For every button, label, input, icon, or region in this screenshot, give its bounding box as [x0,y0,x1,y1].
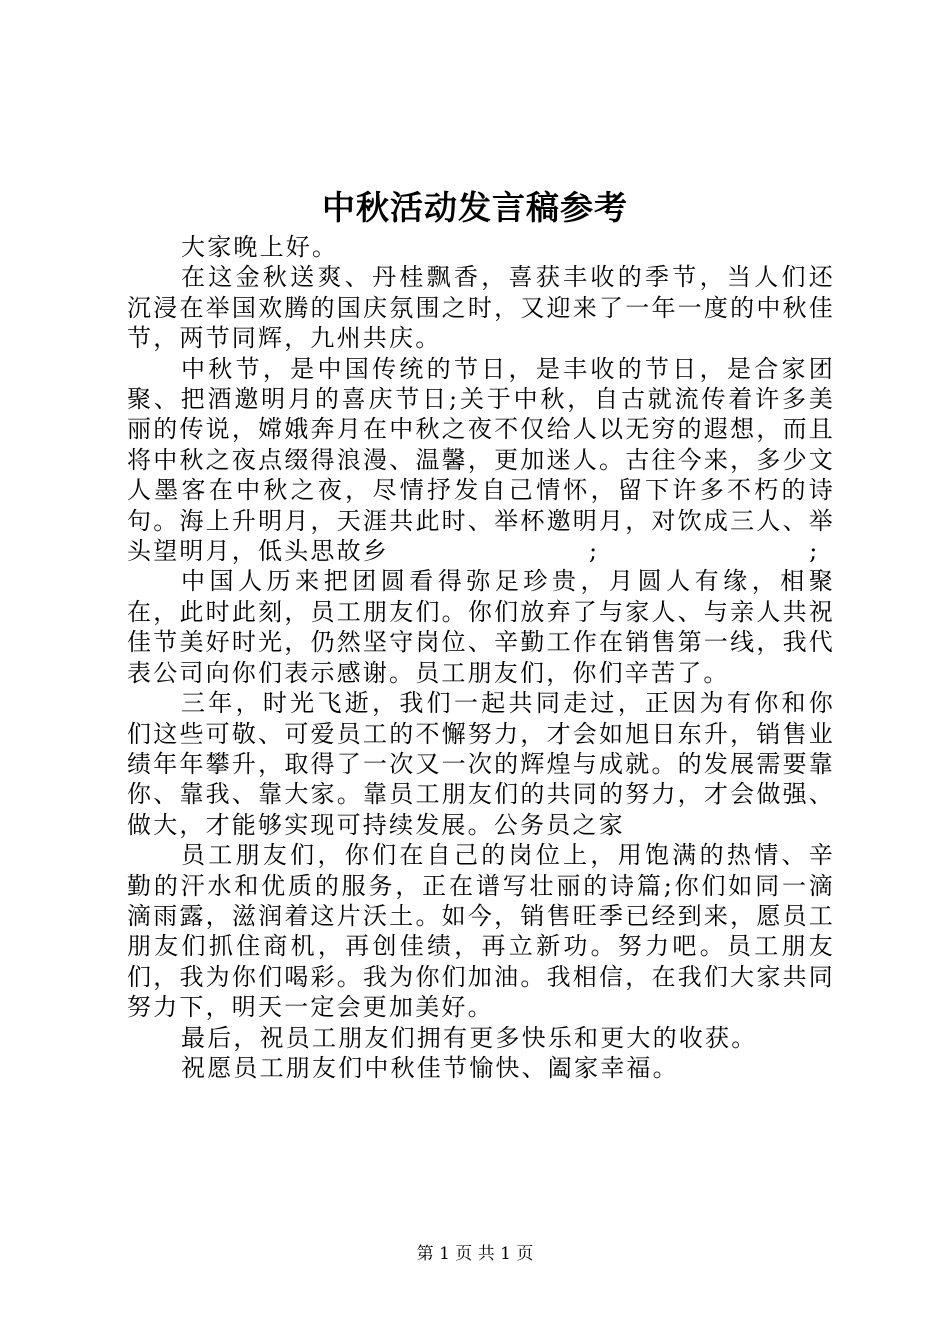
page-footer: 第 1 页 共 1 页 [416,1244,534,1264]
paragraph-employees: 员工朋友们，你们在自己的岗位上，用饱满的热情、辛勤的汗水和优质的服务，正在谱写壮丽的诗篇;你们如同一滴滴雨露，滋润着这片沃土。如今，销售旺季已经到来，愿员工朋友们抓住商机，再创佳绩，再立新功。努力吧。员工朋友们，我为你们喝彩。我为你们加油。我相信，在我们大家共同努力下，明天一定会更加美好。 [127,841,835,1022]
paragraph-closing-wish: 最后，祝员工朋友们拥有更多快乐和更大的收获。 [181,1023,758,1052]
document-title: 中秋活动发言稿参考 [322,188,628,227]
paragraph-final-wish: 祝愿员工朋友们中秋佳节愉快、阖家幸福。 [181,1053,679,1082]
semicolon-mark: ; [809,537,820,566]
semicolon-mark: ; [589,537,600,566]
paragraph-mid-autumn [127,354,835,567]
paragraph-mid-autumn-text: 中秋节，是中国传统的节日，是丰收的节日，是合家团聚、把酒邀明月的喜庆节日;关于中秋，自古就流传着许多美丽的传说，嫦娥奔月在中秋之夜不仅给人以无穷的遐想，而且将中秋之夜点缀得浪漫、温馨，更加迷人。古往今来，多少文人墨客在中秋之夜，尽情抒发自己情怀，留下许多不朽的诗句。海上升明月，天涯共此时、举杯邀明月，对饮成三人、举头望明月，低头思故乡 [127,354,835,566]
document-body [127,232,835,1083]
paragraph-reunion: 中国人历来把团圆看得弥足珍贵，月圆人有缘，相聚在，此时此刻，员工朋友们。你们放弃了与家人、与亲人共祝佳节美好时光，仍然坚守岗位、辛勤工作在销售第一线，我代表公司向你们表示感谢。员工朋友们，你们辛苦了。 [127,567,835,687]
paragraph-greeting: 大家晚上好。 [181,233,339,261]
paragraph-season: 在这金秋送爽、丹桂飘香，喜获丰收的季节，当人们还沉浸在举国欢腾的国庆氛围之时，又迎来了一年一度的中秋佳节，两节同辉，九州共庆。 [127,263,835,353]
paragraph-three-years: 三年，时光飞逝，我们一起共同走过，正因为有你和你们这些可敬、可爱员工的不懈努力，才会如旭日东升，销售业绩年年攀升，取得了一次又一次的辉煌与成就。的发展需要靠你、靠我、靠大家。靠员工朋友们的共同的努力，才会做强、做大，才能够实现可持续发展。公务员之家 [127,689,835,839]
